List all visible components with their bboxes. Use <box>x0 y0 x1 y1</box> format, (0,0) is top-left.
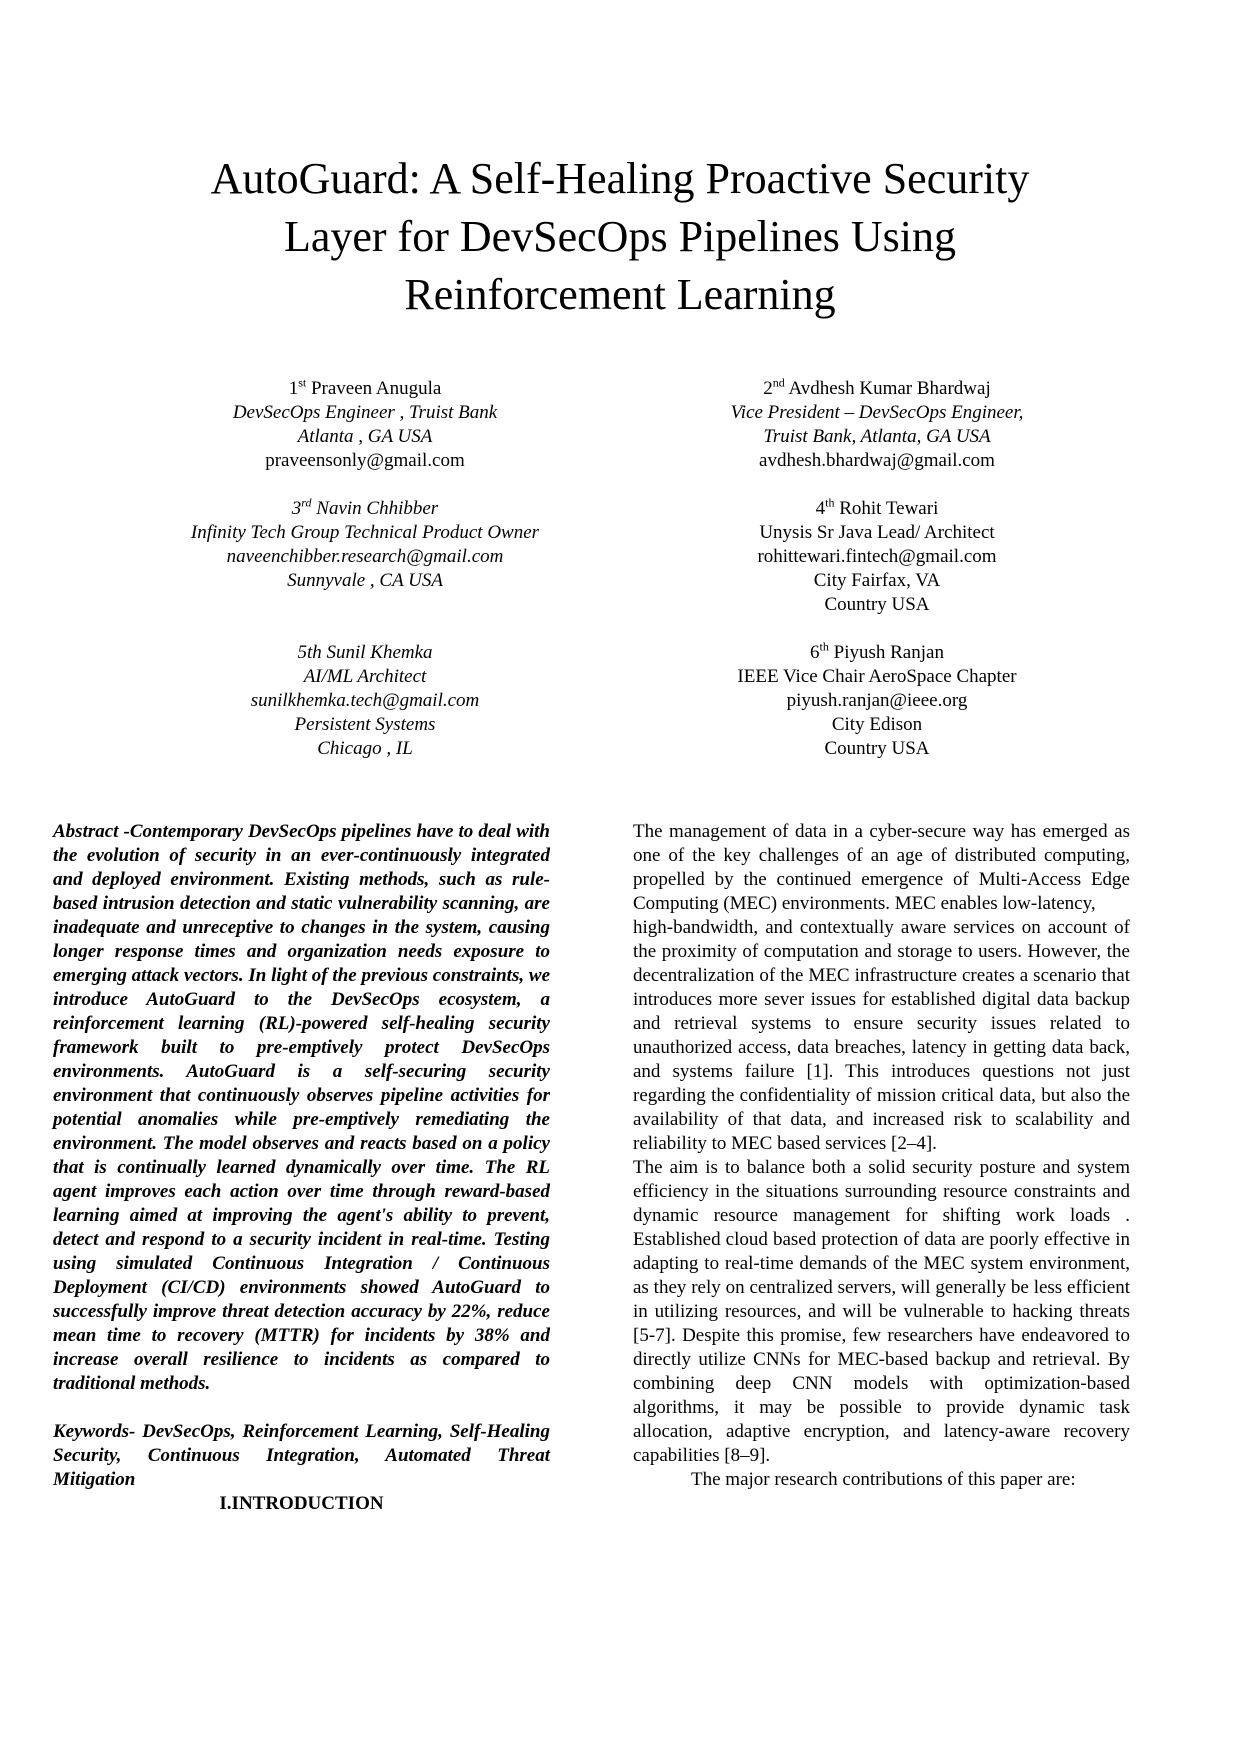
intro-paragraph: high-bandwidth, and contextually aware services on account of the proximity of computation and storage to users. However, the decentralization of the MEC infrastructure creates a scenario that introduces more sever issues for established digital data backup and retrieval systems to ensure security issues related to unauthorized access, data breaches, latency in getting data back, and systems failure [1]. This introduces questions not just regarding the confidentiality of mission critical data, but also the availability of that data, and increased risk to scalability and reliability to MEC based services [2–4]. <box>633 917 1130 1154</box>
author-name: 4th Rohit Tewari <box>815 495 939 519</box>
left-column <box>53 820 550 1516</box>
author-affiliation: Infinity Tech Group Technical Product Owner <box>190 522 540 543</box>
title-line: Reinforcement Learning <box>404 270 836 319</box>
author-city: City Fairfax, VA <box>813 570 941 591</box>
author-affiliation: IEEE Vice Chair AeroSpace Chapter <box>737 666 1017 687</box>
author-name: 2nd Avdhesh Kumar Bhardwaj <box>763 375 991 399</box>
author-affiliation: Persistent Systems <box>294 714 436 735</box>
keywords: Keywords- DevSecOps, Reinforcement Learning, Self-Healing Security, Continuous Integration, Automated Threat Mitigation <box>53 1421 550 1490</box>
author-email: avdhesh.bhardwaj@gmail.com <box>759 450 995 471</box>
author-location: Chicago , IL <box>317 738 413 759</box>
author-country: Country USA <box>824 594 930 615</box>
author-email: praveensonly@gmail.com <box>265 450 465 471</box>
author-country: Country USA <box>824 738 930 759</box>
author-block <box>637 497 1117 617</box>
author-affiliation: Vice President – DevSecOps Engineer, <box>730 402 1024 423</box>
author-name: 1st Praveen Anugula <box>288 375 442 399</box>
right-column <box>633 820 1130 1492</box>
author-email: rohittewari.fintech@gmail.com <box>757 546 997 567</box>
author-email: piyush.ranjan@ieee.org <box>786 690 968 711</box>
author-block <box>125 377 605 473</box>
intro-paragraph: The management of data in a cyber-secure way has emerged as one of the key challenges of an age of distributed computing, propelled by the continued emergence of Multi-Access Edge Computing (MEC) environments. MEC enables low-latency, <box>633 821 1130 914</box>
author-role: AI/ML Architect <box>303 666 427 687</box>
contributions-lead: The major research contributions of this paper are: <box>691 1469 1076 1490</box>
author-city: City Edison <box>831 714 923 735</box>
title-line: Layer for DevSecOps Pipelines Using <box>283 212 957 261</box>
author-location: Truist Bank, Atlanta, GA USA <box>763 426 991 447</box>
author-name: 3rd Navin Chhibber <box>291 495 439 519</box>
author-email: sunilkhemka.tech@gmail.com <box>250 690 480 711</box>
author-name: 6th Piyush Ranjan <box>810 639 944 663</box>
author-name: 5th Sunil Khemka <box>297 642 433 663</box>
intro-paragraph: The aim is to balance both a solid security posture and system efficiency in the situations surrounding resource constraints and dynamic resource management for shifting work loads . Established cloud based protection of data are poorly effective in adapting to real-time demands of the MEC system environment, as they rely on centralized servers, will generally be less efficient in utilizing resources, and will be vulnerable to hacking threats [5-7]. Despite this promise, few researchers have endeavored to directly utilize CNNs for MEC-based backup and retrieval. By combining deep CNN models with optimization-based algorithms, it may be possible to provide dynamic task allocation, adaptive encryption, and latency-aware recovery capabilities [8–9]. <box>633 1157 1130 1466</box>
author-block <box>637 641 1117 761</box>
author-block <box>637 377 1117 473</box>
author-email: naveenchibber.research@gmail.com <box>226 546 504 567</box>
author-block <box>125 641 605 761</box>
abstract: Abstract -Contemporary DevSecOps pipelines have to deal with the evolution of security in an ever-continuously integrated and deployed environment. Existing methods, such as rule-based intrusion detection and static vulnerability scanning, are inadequate and unreceptive to changes in the system, causing longer response times and organization needs exposure to emerging attack vectors. In light of the previous constraints, we introduce AutoGuard to the DevSecOps ecosystem, a reinforcement learning (RL)-powered self-healing security framework built to pre-emptively protect DevSecOps environments. AutoGuard is a self-securing security environment that continuously observes pipeline activities for potential anomalies while pre-emptively remediating the environment. The model observes and reacts based on a policy that is continually learned dynamically over time. The RL agent improves each action over time through reward-based learning aimed at improving the agent's ability to prevent, detect and respond to a security incident in real-time. Testing using simulated Continuous Integration / Continuous Deployment (CI/CD) environments showed AutoGuard to successfully improve threat detection accuracy by 22%, reduce mean time to recovery (MTTR) for incidents by 38% and increase overall resilience to incidents as compared to traditional methods. <box>53 821 550 1394</box>
title-line: AutoGuard: A Self-Healing Proactive Security <box>210 154 1030 203</box>
section-heading: I.INTRODUCTION <box>219 1493 384 1514</box>
author-affiliation: Unysis Sr Java Lead/ Architect <box>759 522 995 543</box>
author-block <box>125 497 605 593</box>
author-location: Atlanta , GA USA <box>297 426 433 447</box>
author-affiliation: DevSecOps Engineer , Truist Bank <box>232 402 498 423</box>
paper-title <box>100 150 1140 324</box>
author-location: Sunnyvale , CA USA <box>287 570 443 591</box>
